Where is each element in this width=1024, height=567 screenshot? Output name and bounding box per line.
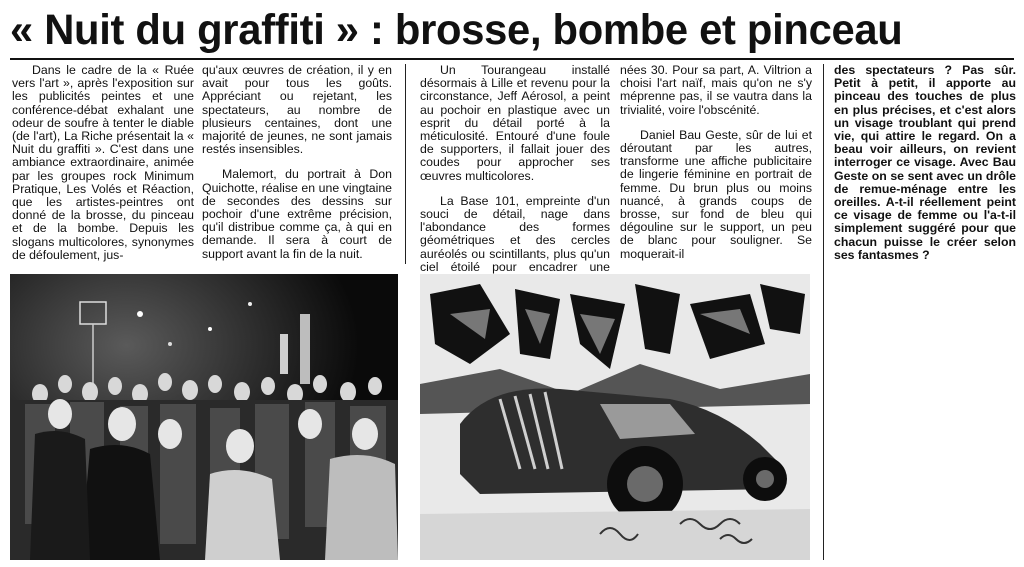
headline: « Nuit du graffiti » : brosse, bombe et pinceau [10,6,903,54]
text-column-1 [12,64,194,274]
paragraph: La Base 101, empreinte d'un souci de détail, nage dans l'abondance des formes géométriques et des cercles auréolés ou scintillants, plus qu'un ciel étoilé pour encadrer une [420,193,610,274]
column-divider [405,64,406,264]
paragraph: Dans le cadre de la « Ruée vers l'art », après l'exposition sur les publicités peintes et une conférence-débat exhalant une odeur de soufre à tenter le diable (de l'art), La Riche présentait la « Nuit du graffiti ». C'est dans une ambiance extraordinaire, animée par les groupes rock Minimum Pratique, Les Volés et Réaction, que les artistes-peintres ont donné de la brosse, du pinceau et de la bombe. Depuis les slogans multicolores, synonymes de défoulement, jus- [12,63,194,262]
crowd-photo [10,274,398,560]
paragraph: Un Tourangeau installé désormais à Lille et revenu pour la circonstance, Jeff Aérosol, a peint au pochoir en plastique avec un esprit du détail porté à la méticulosité. Entouré d'une foule de supporters, il fallait jouer des coudes pour approcher ses œuvres multicolores. [420,63,610,183]
text-column-4 [620,64,812,273]
paragraph: Malemort, du portrait à Don Quichotte, réalise en une vingtaine de secondes des dessins sur pochoir d'une extrême précision, qu'il distribue comme ça, à qui en demande. Il sera à court de support avant la fin de la nuit. [202,167,392,261]
paragraph: nées 30. Pour sa part, A. Viltrion a choisi l'art naïf, mais qu'on ne s'y méprenne pas, il se vautra dans la trivialité, voire l'obscénité. [620,63,812,117]
graffiti-car-photo [420,274,810,560]
text-column-5 [834,64,1016,274]
paragraph: qu'aux œuvres de création, il y en avait pour tous les goûts. Appréciant ou rejetant, les spectateurs, au nombre de plusieurs centaines, dont une majorité de jeunes, ne sont jamais restés insensibles. [202,63,392,157]
paragraph: des spectateurs ? Pas sûr. Petit à petit, il apporte au pinceau des touches de plus en plus précises, et c'est alors un visage troublant qui prend vie, qui attire le regard. On a beau voir ailleurs, on revient interroger ce visage. Avec Bau Geste on se sent avec un drôle de remue-ménage entre les oreilles. A-t-il réellement peint ce visage de femme ou l'a-t-il simplement suggéré pour que chacun puisse le créer selon ses fantasmes ? [834,63,1016,262]
headline-rule [10,58,1014,60]
text-column-2 [202,64,392,273]
text-column-3 [420,64,610,299]
paragraph: Daniel Bau Geste, sûr de lui et déroutant par les autres, transforme une affiche publicitaire de lingerie féminine en portrait de femme. Du brun plus ou moins nuancé, à grands coups de brosse, sur fond de bleu qui dégouline sur le support, un peu de blanc pour souligner. Se moquerait-il [620,127,812,261]
column-divider [823,64,824,264]
column-divider [823,264,824,560]
